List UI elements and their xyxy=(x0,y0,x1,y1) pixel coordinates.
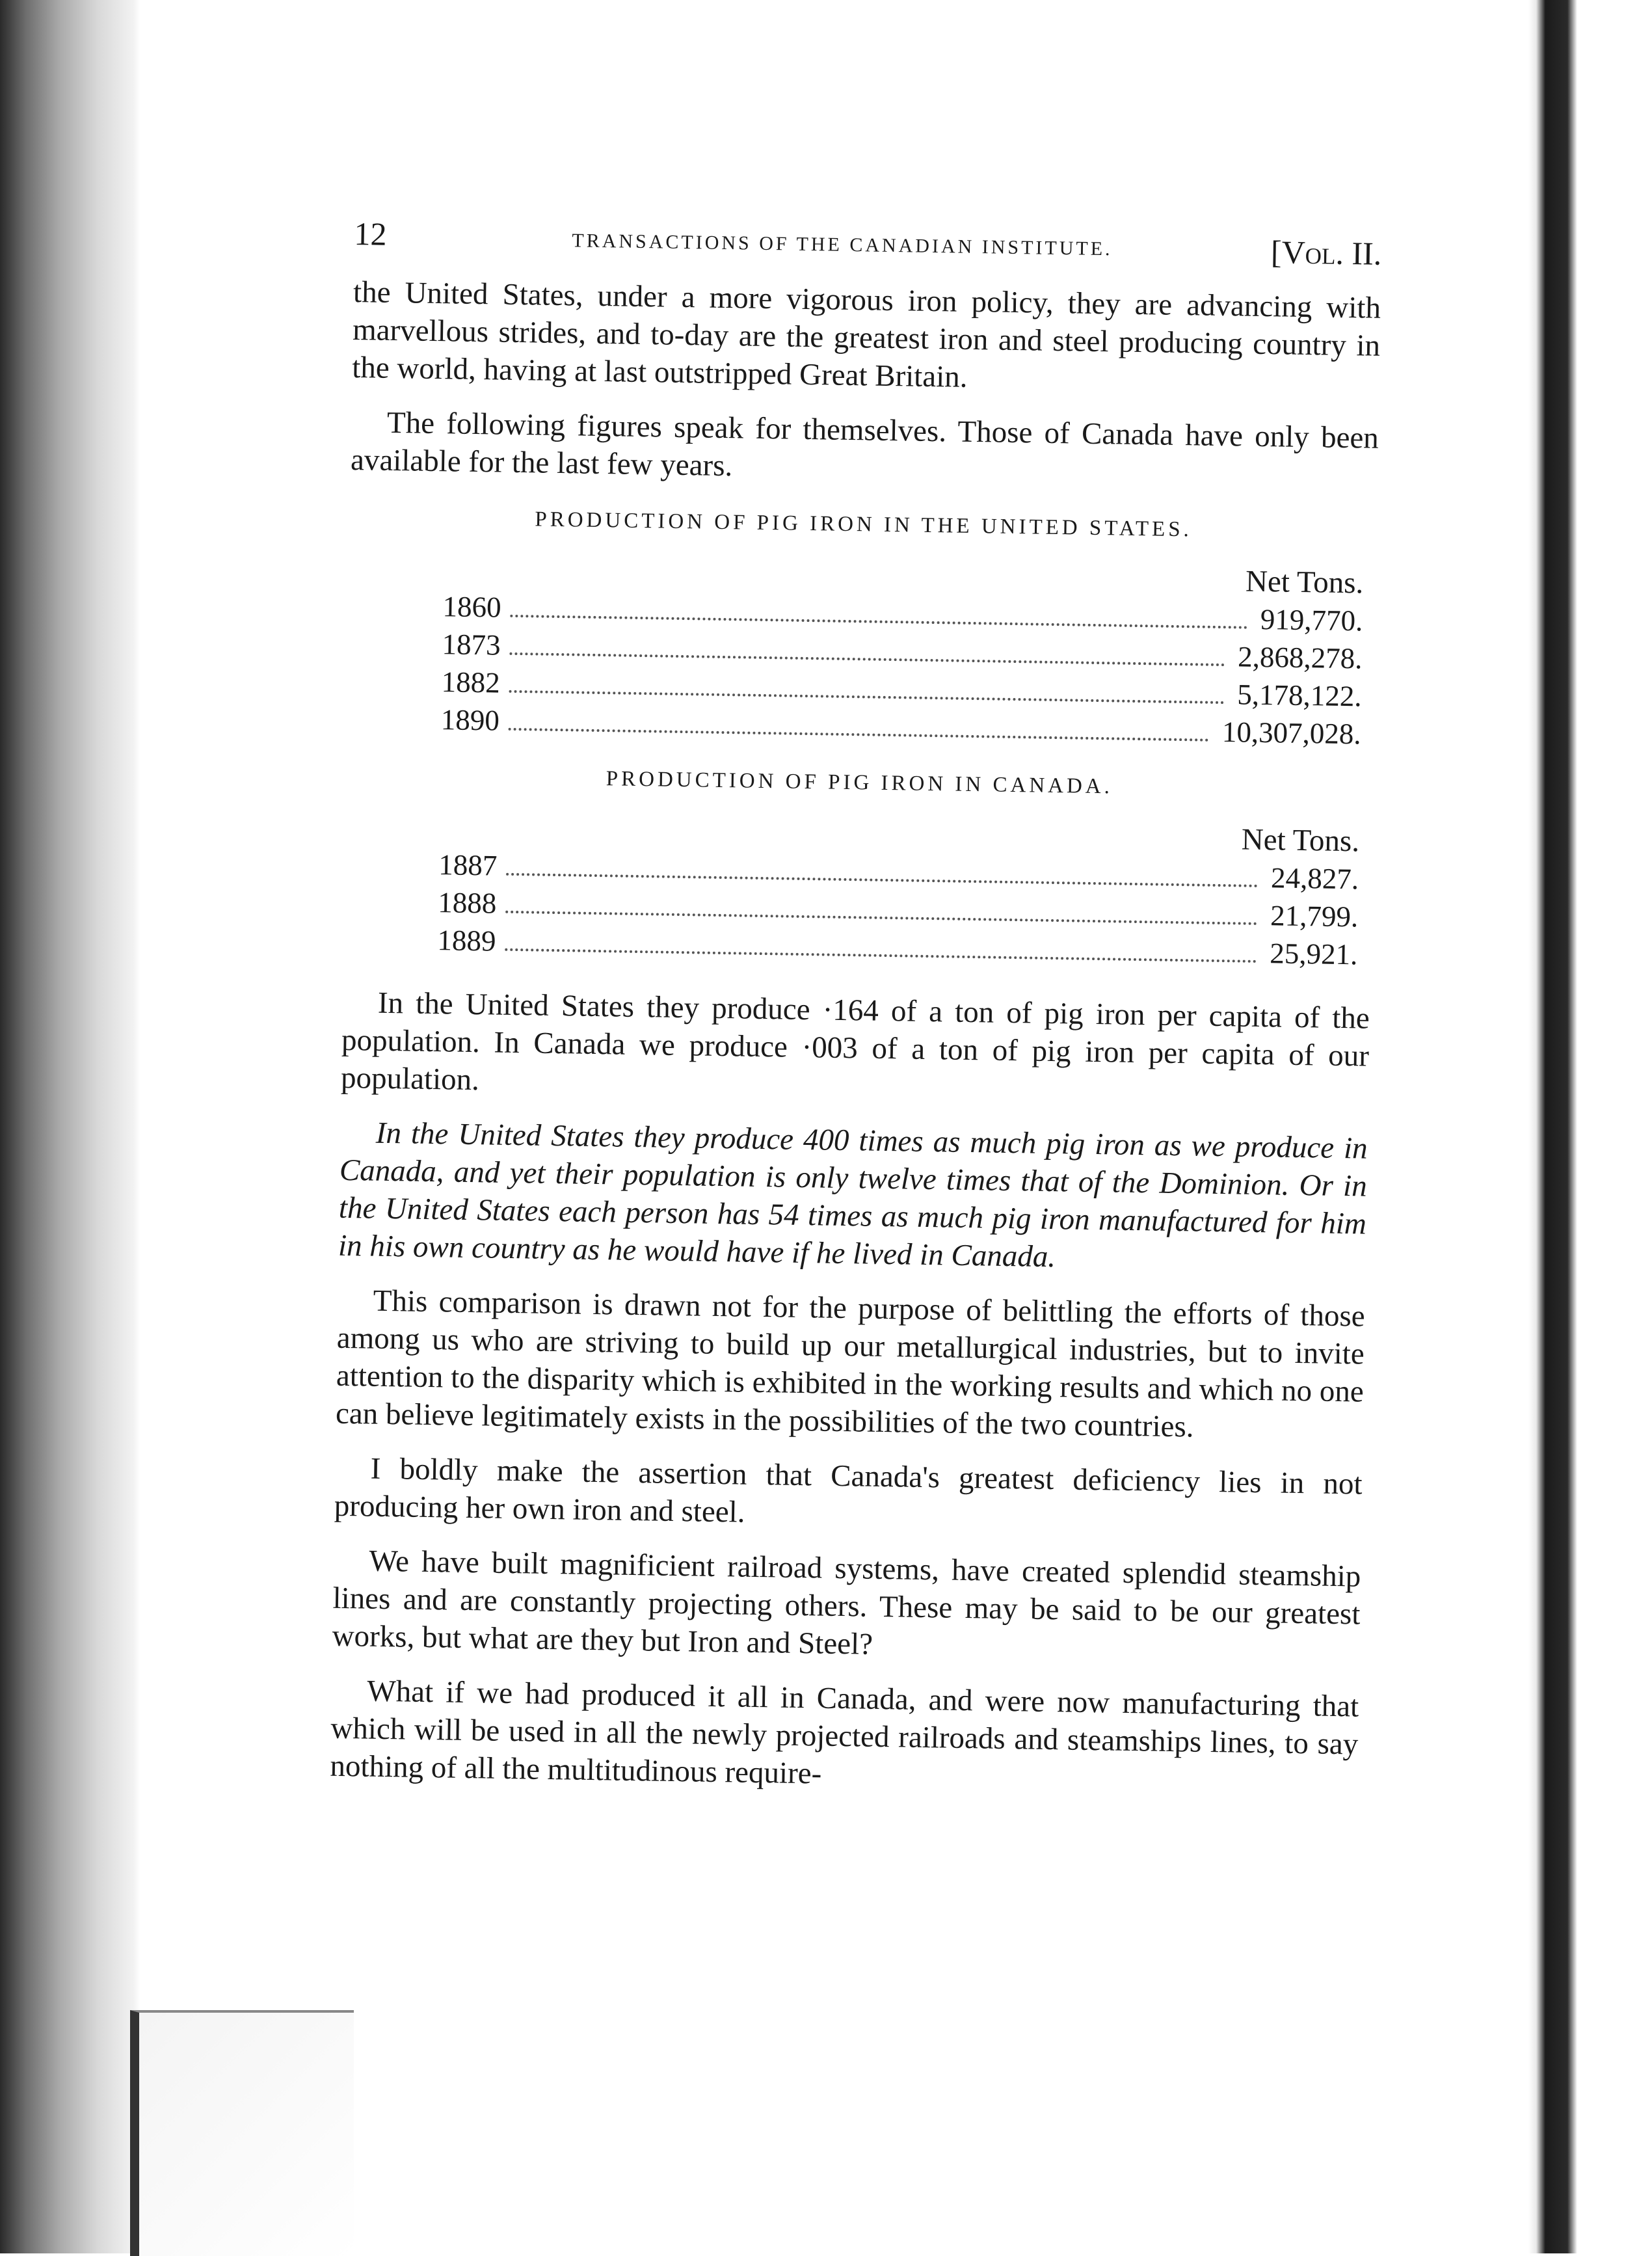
dot-leader xyxy=(506,873,1258,887)
paragraph-8: What if we had produced it all in Canada, and were now manufacturing that which will be used in all the newly projected railroads and steamships lines, to say nothing of all the multitudinous require- xyxy=(330,1674,1359,1791)
tonnage-cell: 21,799. xyxy=(1270,899,1359,933)
us-table-unit: Net Tons. xyxy=(1245,564,1364,600)
paragraph-7: We have built magnificient railroad systems, have created splendid steamship lines and are constantly projecting others. These may be said to be our greatest works, but what are they but Iron and Steel? xyxy=(332,1544,1361,1661)
tonnage-cell: 25,921. xyxy=(1269,937,1358,971)
us-table-title: PRODUCTION OF PIG IRON IN THE UNITED STATES. xyxy=(535,507,1193,542)
scan-left-edge xyxy=(0,0,140,2253)
year-cell: 1890 xyxy=(440,703,500,737)
paragraph-5: This comparison is drawn not for the purpose of belittling the efforts of those among us who are striving to build up our metallurgical industries, but to invite attention to the disparity which is exhibited in the working results and which no one can believe legitimately exists in the possibilities of the two countries. xyxy=(335,1283,1365,1444)
dot-leader xyxy=(509,728,1209,742)
paragraph-1: the United States, under a more vigorous iron policy, they are advancing with marvellous strides, and to-day are the greatest iron and steel producing country in the world, having at last outstripped Great Britain. xyxy=(351,275,1381,394)
paragraph-2: The following figures speak for themselves. Those of Canada have only been available for the last few years. xyxy=(350,405,1379,483)
scan-right-edge xyxy=(1528,0,1652,2253)
scan-corner-shadow xyxy=(130,2010,354,2256)
volume-label: [Vol. II. xyxy=(1270,234,1382,272)
year-cell: 1882 xyxy=(441,665,501,699)
year-cell: 1873 xyxy=(442,628,501,662)
dot-leader xyxy=(505,948,1257,963)
tonnage-cell: 24,827. xyxy=(1270,861,1359,896)
year-cell: 1888 xyxy=(438,886,497,920)
tonnage-cell: 919,770. xyxy=(1260,602,1363,638)
us-production-table xyxy=(346,505,1377,753)
dot-leader xyxy=(510,615,1247,629)
canada-table-title: PRODUCTION OF PIG IRON IN CANADA. xyxy=(606,767,1113,799)
paragraph-4-italic: In the United States they produce 400 times as much pig iron as we produce in Canada, and yet their population is only twelve times that of the Dominion. Or in the United States each person has 54 times as much pig iron manufactured for him in his own country as he would have if he lived in Canada. xyxy=(338,1116,1368,1274)
book-page xyxy=(330,215,1382,1818)
year-cell: 1887 xyxy=(438,848,498,882)
canada-production-table xyxy=(343,763,1374,974)
dot-leader xyxy=(509,652,1225,666)
year-cell: 1860 xyxy=(442,590,501,624)
tonnage-cell: 10,307,028. xyxy=(1221,716,1362,751)
paragraph-6: I boldly make the assertion that Canada's greatest deficiency lies in not producing her own iron and steel. xyxy=(334,1451,1363,1529)
dot-leader xyxy=(509,690,1224,704)
paragraph-3: In the United States they produce ·164 of a ton of pig iron per capita of the population. In Canada we produce ·003 of a ton of pig iron per capita of our population. xyxy=(340,986,1370,1097)
page-number: 12 xyxy=(354,215,387,252)
journal-title: TRANSACTIONS OF THE CANADIAN INSTITUTE. xyxy=(572,230,1113,260)
dot-leader xyxy=(505,911,1257,925)
tonnage-cell: 2,868,278. xyxy=(1237,640,1363,675)
tonnage-cell: 5,178,122. xyxy=(1236,678,1362,713)
year-cell: 1889 xyxy=(437,924,496,958)
canada-table-unit: Net Tons. xyxy=(1241,822,1360,859)
